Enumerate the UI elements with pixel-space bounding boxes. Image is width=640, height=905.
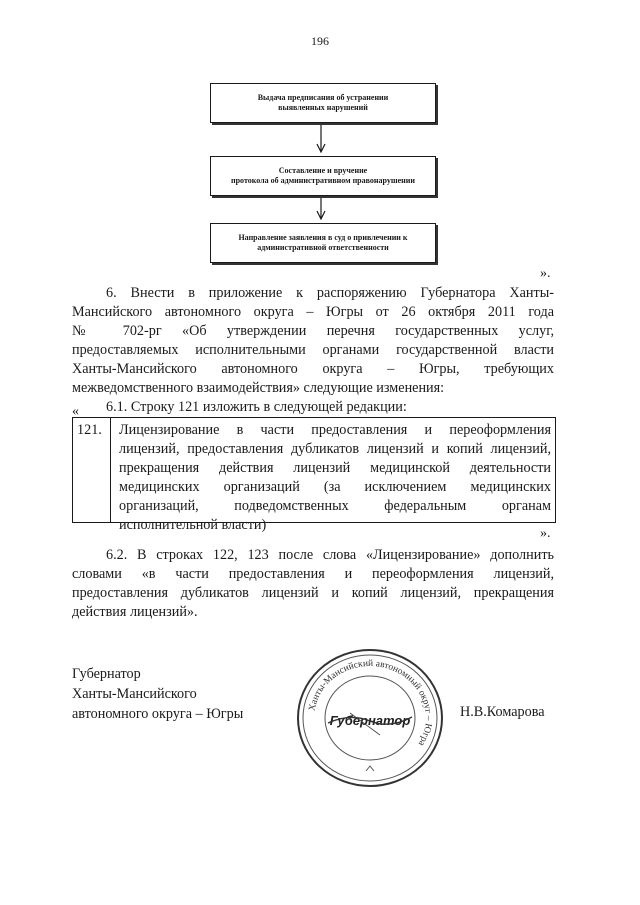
text-line: предоставления дубликатов лицензий и копий лицензий, прекращения xyxy=(72,585,554,601)
text-line: 6. Внести в приложение к распоряжению Губернатора Ханты- xyxy=(106,285,554,301)
paragraph-6-2 xyxy=(72,546,554,622)
text-line: исполнительной власти) xyxy=(119,517,267,533)
text-line: № 702-рг «Об утверждении перечня государственных услуг, xyxy=(72,323,554,339)
flowchart-box-line: Направление заявления в суд о привлечении к xyxy=(238,232,408,242)
text-line: 6.1. Строку 121 изложить в следующей редакции: xyxy=(106,399,407,415)
signatory-title-line: автономного округа – Югры xyxy=(72,706,244,722)
paragraph-6 xyxy=(72,284,554,398)
text-line: Лицензирование в части предоставления и переоформления xyxy=(119,422,551,438)
closing-quote: ». xyxy=(540,526,551,541)
flowchart-arrow-down-icon xyxy=(316,198,326,220)
official-seal-stamp xyxy=(290,643,450,793)
seal-center-text: Губернатор xyxy=(329,713,411,728)
signatory-title xyxy=(72,664,243,724)
flowchart-box-line: административной ответственности xyxy=(257,243,389,252)
paragraph-6-1 xyxy=(72,398,554,417)
signatory-title-line: Ханты-Мансийского xyxy=(72,686,197,702)
flowchart-box-line: протокола об административном правонарушении xyxy=(231,176,415,185)
flowchart-box-line: Выдача предписания об устранении xyxy=(257,92,389,102)
opening-quote: « xyxy=(72,404,79,419)
services-table-row xyxy=(72,417,556,533)
closing-quote: ». xyxy=(540,266,551,281)
text-line: лицензий, предоставления дубликатов лицензий и копий лицензий, xyxy=(119,441,551,457)
text-line: медицинских организаций (за исключением медицинских xyxy=(119,479,551,495)
row-text xyxy=(111,418,555,533)
signatory-name: Н.В.Комарова xyxy=(460,704,545,720)
flowchart-box-protocol xyxy=(210,156,436,196)
text-line: Ханты-Мансийского автономного округа – Югры, требующих xyxy=(72,361,554,377)
text-line: Мансийского автономного округа – Югры от 26 октября 2011 года xyxy=(72,304,554,320)
text-line: организаций, подведомственных федеральным органам xyxy=(119,498,551,514)
flowchart-box-court xyxy=(210,223,436,263)
flowchart-arrow-down-icon xyxy=(316,125,326,153)
page-number: 196 xyxy=(311,34,329,48)
text-line: предоставляемых исполнительными органами государственной власти xyxy=(72,342,554,358)
text-line: 6.2. В строках 122, 123 после слова «Лицензирование» дополнить xyxy=(106,547,554,563)
seal-ring-text: Ханты-Мансийский автономный округ – Югра xyxy=(307,658,434,748)
flowchart-box-line: Составление и вручение xyxy=(278,165,368,175)
text-line: прекращения действия лицензий медицинской деятельности xyxy=(119,460,551,476)
text-line: действия лицензий». xyxy=(72,604,198,620)
row-number: 121. xyxy=(73,418,111,522)
signatory-title-line: Губернатор xyxy=(72,666,141,682)
flowchart-box-line: выявленных нарушений xyxy=(278,103,368,112)
flowchart-box-prescription xyxy=(210,83,436,123)
text-line: межведомственного взаимодействия» следующие изменения: xyxy=(72,380,445,396)
text-line: словами «в части предоставления и переоформления лицензий, xyxy=(72,566,554,582)
